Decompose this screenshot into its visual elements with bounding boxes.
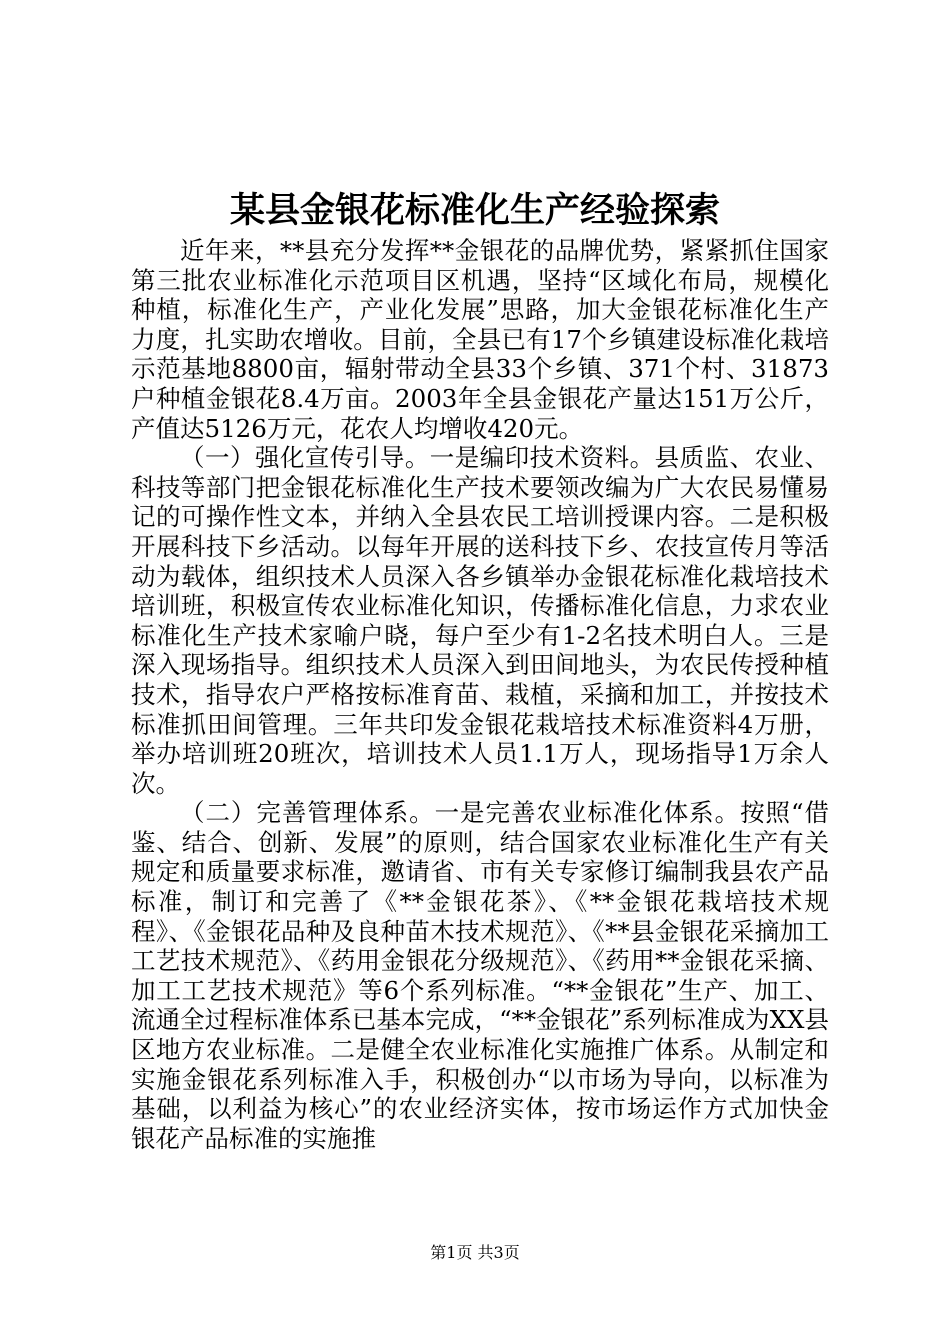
paragraph-section-1: （一）强化宣传引导。一是编印技术资料。县质监、农业、科技等部门把金银花标准化生产技术要领改编为广大农民易懂易记的可操作性文本，并纳入全县农民工培训授课内容。二是积极开展科技下乡活动。以每年开展的送科技下乡、农技宣传月等活动为载体，组织技术人员深入各乡镇举办金银花标准化栽培技术培训班，积极宣传农业标准化知识，传播标准化信息，力求农业标准化生产技术家喻户晓，每户至少有1-2名技术明白人。三是深入现场指导。组织技术人员深入到田间地头，为农民传授种植技术，指导农户严格按标准育苗、栽植，采摘和加工，并按技术标准抓田间管理。三年共印发金银花栽培技术标准资料4万册，举办培训班20班次，培训技术人员1.1万人，现场指导1万余人次。 — [131, 443, 829, 798]
paragraph-section-2: （二）完善管理体系。一是完善农业标准化体系。按照“借鉴、结合、创新、发展”的原则，结合国家农业标准化生产有关规定和质量要求标准，邀请省、市有关专家修订编制我县农产品标准，制订和完善了《**金银花茶》、《**金银花栽培技术规程》、《金银花品种及良种苗木技术规范》、《**县金银花采摘加工工艺技术规范》、《药用金银花分级规范》、《药用**金银花采摘、加工工艺技术规范》等6个系列标准。“**金银花”生产、加工、流通全过程标准体系已基本完成，“**金银花”系列标准成为XX县区地方农业标准。二是健全农业标准化实施推广体系。从制定和实施金银花系列标准入手，积极创办“以市场为导向，以标准为基础，以利益为核心”的农业经济实体，按市场运作方式加快金银花产品标准的实施推 — [131, 798, 829, 1153]
paragraph-intro: 近年来，**县充分发挥**金银花的品牌优势，紧紧抓住国家第三批农业标准化示范项目区机遇，坚持“区域化布局，规模化种植，标准化生产，产业化发展”思路，加大金银花标准化生产力度，扎实助农增收。目前，全县已有17个乡镇建设标准化栽培示范基地8800亩，辐射带动全县33个乡镇、371个村、31873户种植金银花8.4万亩。2003年全县金银花产量达151万公斤，产值达5126万元，花农人均增收420元。 — [131, 236, 829, 443]
document-body — [131, 236, 829, 1153]
document-title: 某县金银花标准化生产经验探索 — [229, 190, 720, 231]
page-footer: 第1页 共3页 — [430, 1243, 520, 1262]
